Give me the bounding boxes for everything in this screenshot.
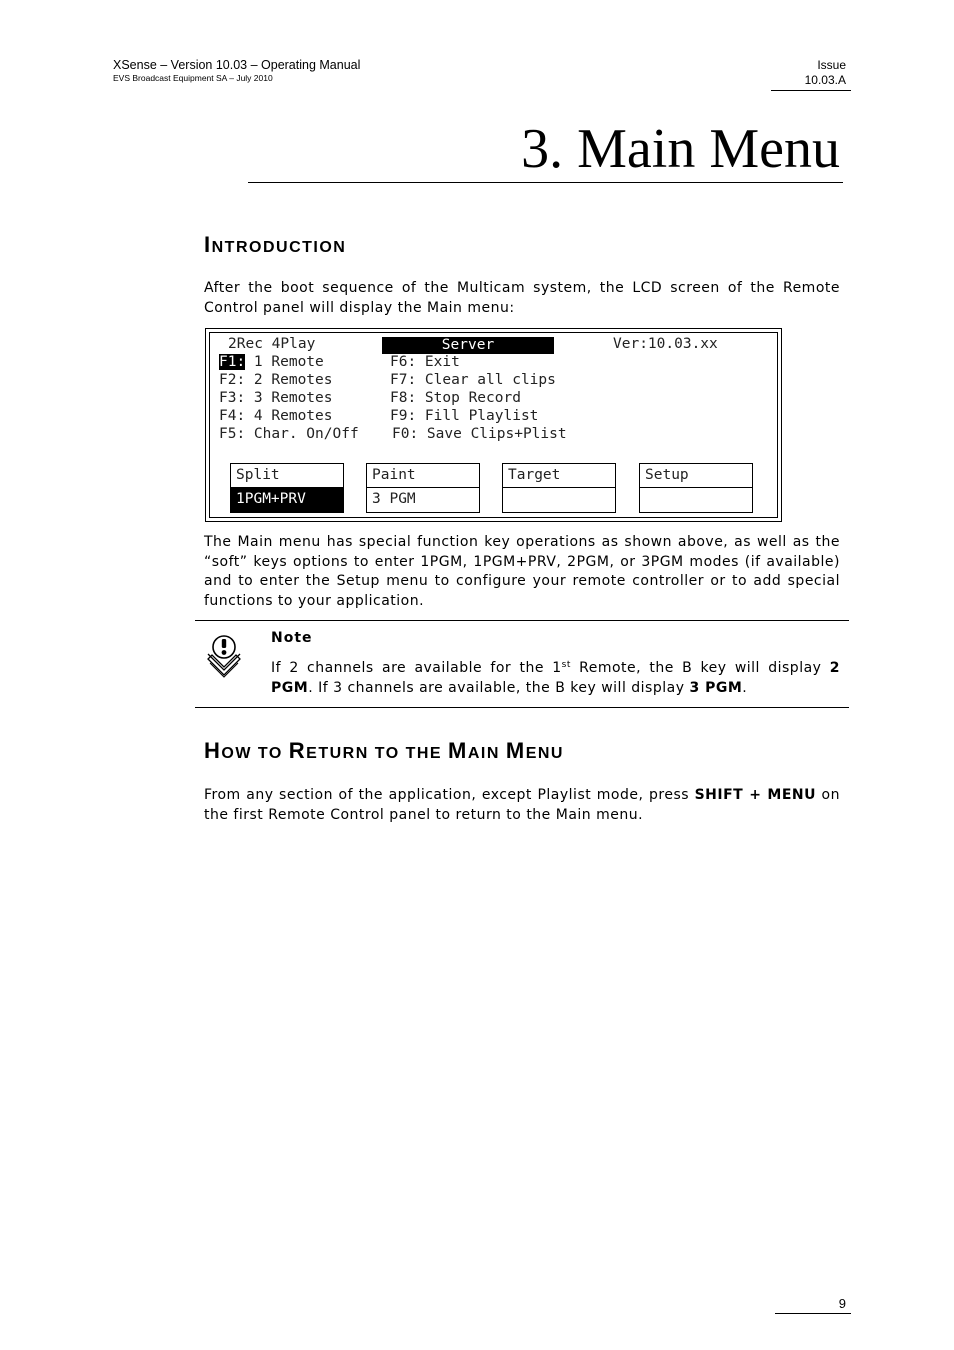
heading-rest: ENU [525, 745, 564, 762]
lcd-left-line: F5: Char. On/Off [219, 426, 359, 442]
return-text-part: on the first Remote Control panel to return to the Main menu. [204, 787, 840, 823]
chapter-title: 3. Main Menu [521, 118, 840, 180]
issue-number: 10.03.A [804, 73, 846, 87]
running-header [113, 58, 360, 84]
note-text-part: Remote, the B key will display [570, 660, 830, 676]
heading-initial: M [448, 738, 468, 763]
heading-rest: NTRODUCTION [211, 239, 347, 256]
lcd-left-line: F3: 3 Remotes [219, 390, 333, 406]
note-text-part: If 2 channels are available for the 1 [271, 660, 562, 676]
heading-rest: ETURN TO THE [306, 745, 449, 762]
issue-block [805, 58, 846, 88]
intro-paragraph-2: The Main menu has special function key operations as shown above, as well as the “soft” keys options to enter 1PGM, 1PGM+PRV, 2PGM, or 3PGM modes (if available) and to enter the Setup menu to configure your remote controller or to add special functions to your application. [204, 534, 840, 609]
lcd-right-line: F9: Fill Playlist [390, 408, 539, 424]
softkey-split [230, 463, 344, 513]
page-number: 9 [838, 1296, 846, 1311]
manual-title: XSense – Version 10.03 – Operating Manual [113, 58, 361, 72]
lcd-status-server: Server [382, 337, 554, 354]
return-paragraph [204, 786, 840, 825]
lcd-status-left: 2Rec 4Play [228, 336, 316, 352]
note-bottom-rule [195, 707, 849, 708]
lcd-version: Ver:10.03.xx [613, 336, 718, 352]
heading-initial: R [288, 738, 307, 763]
lcd-f1-label: 1 Remote [245, 354, 324, 370]
lcd-right-line: F8: Stop Record [390, 390, 521, 406]
section-heading-introduction [204, 234, 346, 259]
softkey-paint [366, 463, 480, 513]
softkey-label: Paint [367, 464, 479, 488]
note-bold-value: 2 PGM [271, 660, 840, 696]
lcd-f1-line [219, 353, 324, 371]
softkey-target [502, 463, 616, 513]
lcd-right-line: F7: Clear all clips [390, 372, 556, 388]
publisher-line: EVS Broadcast Equipment SA – July 2010 [113, 73, 273, 83]
lcd-left-line: F4: 4 Remotes [219, 408, 333, 424]
softkey-label: Target [503, 464, 615, 488]
shortcut-keys: SHIFT + MENU [694, 787, 816, 803]
softkey-label: Split [231, 464, 343, 488]
softkey-value: 1PGM+PRV [231, 488, 343, 512]
softkey-value [503, 488, 615, 512]
softkey-value: 3 PGM [372, 491, 416, 507]
softkey-value [640, 488, 752, 512]
return-text-part: From any section of the application, except Playlist mode, press [204, 787, 695, 803]
note-text [271, 659, 840, 698]
section-heading-return-main-menu [204, 740, 564, 765]
lcd-right-line: F6: Exit [390, 354, 460, 370]
heading-initial: H [204, 738, 222, 763]
lcd-right-line: F0: Save Clips+Plist [392, 426, 567, 442]
heading-rest: AIN [467, 745, 506, 762]
note-text-part: . [742, 679, 748, 696]
lcd-f1-key-highlight: F1: [219, 354, 246, 370]
issue-label: Issue [817, 58, 846, 72]
note-top-rule [195, 620, 849, 621]
note-warning-icon [205, 632, 243, 678]
heading-initial: I [204, 232, 212, 257]
heading-initial: M [505, 738, 526, 763]
note-text-part: . If 3 channels are available, the B key will display [308, 679, 690, 696]
chapter-rule [248, 182, 843, 183]
footer-rule [775, 1313, 851, 1314]
note-superscript: st [561, 660, 571, 670]
note-title: Note [271, 630, 313, 646]
intro-paragraph-1: After the boot sequence of the Multicam system, the LCD screen of the Remote Control panel will display the Main menu: [204, 280, 840, 316]
lcd-left-line: F2: 2 Remotes [219, 372, 333, 388]
heading-rest: OW TO [221, 745, 289, 762]
softkey-setup [639, 463, 753, 513]
softkey-label: Setup [640, 464, 752, 488]
header-rule [771, 90, 851, 91]
note-bold-value: 3 PGM [689, 679, 743, 696]
